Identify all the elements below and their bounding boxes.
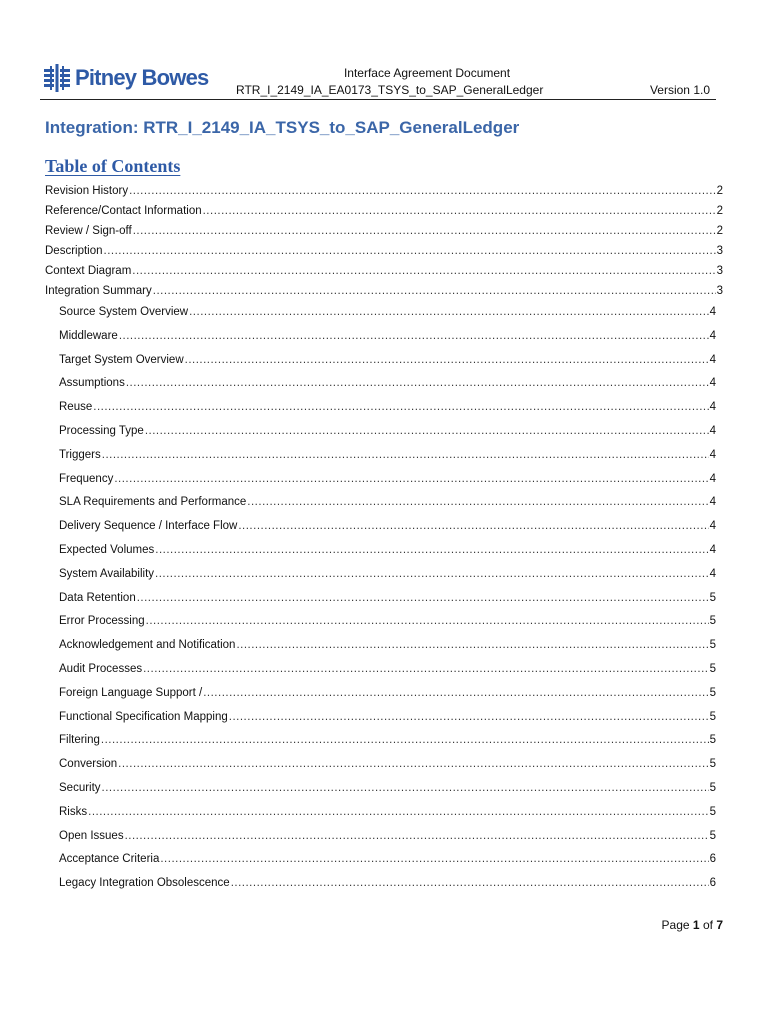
toc-entry[interactable] (45, 753, 723, 777)
toc-entry-label: Middleware (59, 329, 118, 342)
toc-entry-label: Filtering (59, 734, 100, 747)
toc-leader-dots (146, 610, 709, 634)
toc-entry-label: Open Issues (59, 829, 124, 842)
toc-entry-page: 6 (709, 853, 716, 866)
toc-entry-page: 4 (709, 401, 716, 414)
toc-entry[interactable] (45, 301, 723, 325)
toc-entry-label: Source System Overview (59, 306, 189, 318)
toc-entry-page: 4 (709, 377, 716, 390)
toc-entry[interactable] (45, 658, 723, 682)
toc-entry-label: Processing Type (59, 424, 144, 437)
toc-leader-dots (153, 281, 716, 301)
toc-leader-dots (247, 491, 708, 515)
toc-entry-label: Security (59, 781, 101, 794)
total-pages: 7 (716, 918, 723, 932)
toc-entry[interactable] (45, 468, 723, 492)
toc-entry-label: Foreign Language Support / (59, 686, 203, 699)
toc-entry[interactable] (45, 181, 723, 201)
toc-leader-dots (132, 261, 715, 281)
brand-name: Pitney Bowes (75, 65, 209, 90)
toc-leader-dots (102, 777, 709, 801)
page-of: of (702, 918, 713, 932)
toc-entry[interactable] (45, 325, 723, 349)
toc-entry-page: 5 (709, 615, 716, 628)
toc-leader-dots (118, 753, 708, 777)
toc-leader-dots (104, 241, 716, 261)
toc-leader-dots (93, 396, 708, 420)
current-page: 1 (692, 918, 700, 932)
toc-entry-page: 4 (709, 448, 716, 461)
toc-leader-dots (126, 372, 709, 396)
pitney-bowes-logo-icon (44, 64, 70, 92)
toc-entry-page: 4 (709, 329, 716, 342)
toc-entry-label: Legacy Integration Obsolescence (59, 877, 230, 890)
toc-entry[interactable] (45, 777, 723, 801)
toc-entry-page: 2 (716, 185, 723, 197)
toc-entry-page: 5 (709, 662, 716, 675)
toc-entry-label: Reference/Contact Information (45, 205, 202, 217)
toc-entry[interactable] (45, 201, 723, 221)
toc-entry-label: Frequency (59, 472, 114, 485)
toc-entry[interactable] (45, 221, 723, 241)
toc-entry-page: 5 (709, 710, 716, 723)
toc-leader-dots (231, 872, 709, 896)
toc-entry-label: Conversion (59, 758, 118, 771)
toc-entry-label: Error Processing (59, 615, 145, 628)
toc-leader-dots (238, 515, 708, 539)
toc-entry-page: 4 (709, 353, 716, 366)
toc-leader-dots (129, 181, 716, 201)
toc-entry-page: 3 (716, 265, 723, 277)
toc-entry[interactable] (45, 587, 723, 611)
toc-leader-dots (88, 801, 708, 825)
toc-leader-dots (125, 825, 709, 849)
header-divider (40, 99, 716, 100)
toc-entry[interactable] (45, 372, 723, 396)
toc-entry[interactable] (45, 515, 723, 539)
toc-entry[interactable] (45, 261, 723, 281)
toc-leader-dots (155, 539, 708, 563)
toc-leader-dots (137, 587, 709, 611)
toc-entry-label: Integration Summary (45, 285, 152, 297)
toc-entry-label: Risks (59, 805, 88, 818)
toc-leader-dots (236, 634, 708, 658)
toc-entry-page: 5 (709, 829, 716, 842)
toc-entry-label: Acknowledgement and Notification (59, 639, 236, 652)
toc-entry-page: 4 (709, 543, 716, 556)
toc-leader-dots (143, 658, 708, 682)
document-type: Interface Agreement Document (343, 66, 511, 80)
toc-entry[interactable] (45, 848, 723, 872)
toc-entry[interactable] (45, 396, 723, 420)
toc-entry-page: 4 (709, 520, 716, 533)
toc-entry-label: Functional Specification Mapping (59, 710, 228, 723)
toc-leader-dots (229, 706, 709, 730)
toc-entry-label: System Availability (59, 567, 155, 580)
page-number (662, 918, 723, 932)
toc-leader-dots (160, 848, 708, 872)
toc-entry-label: Assumptions (59, 377, 125, 390)
toc-entry-page: 2 (716, 205, 723, 217)
toc-entry-page: 6 (709, 877, 716, 890)
toc-entry-page: 4 (709, 424, 716, 437)
toc-leader-dots (133, 221, 716, 241)
toc-entry[interactable] (45, 349, 723, 373)
toc-entry[interactable] (45, 491, 723, 515)
toc-leader-dots (189, 301, 708, 325)
toc-entry-page: 3 (716, 285, 723, 297)
table-of-contents (45, 181, 723, 896)
toc-leader-dots (119, 325, 709, 349)
toc-entry-page: 4 (709, 306, 716, 318)
page-header (40, 58, 716, 98)
page-label: Page (661, 918, 690, 932)
toc-entry-page: 4 (709, 567, 716, 580)
toc-entry-page: 3 (716, 245, 723, 257)
document-version: Version 1.0 (649, 83, 710, 97)
toc-leader-dots (203, 201, 716, 221)
toc-leader-dots (145, 420, 709, 444)
document-title: Integration: RTR_I_2149_IA_TSYS_to_SAP_GeneralLedger (45, 118, 520, 137)
toc-entry-page: 4 (709, 496, 716, 509)
toc-entry-page: 5 (709, 639, 716, 652)
toc-entry-page: 5 (709, 781, 716, 794)
toc-entry-label: Audit Processes (59, 662, 143, 675)
toc-entry[interactable] (45, 563, 723, 587)
toc-leader-dots (102, 444, 709, 468)
toc-entry-label: Description (45, 245, 103, 257)
toc-entry-page: 5 (709, 805, 716, 818)
toc-entry-label: Delivery Sequence / Interface Flow (59, 520, 238, 533)
toc-entry-label: Triggers (59, 448, 101, 461)
toc-entry[interactable] (45, 420, 723, 444)
toc-leader-dots (203, 682, 708, 706)
toc-entry-label: Reuse (59, 401, 93, 414)
toc-leader-dots (185, 349, 709, 373)
toc-entry-label: Context Diagram (45, 265, 132, 277)
document-code: RTR_I_2149_IA_EA0173_TSYS_to_SAP_GeneralLedger (236, 83, 544, 97)
toc-entry-label: Acceptance Criteria (59, 853, 160, 866)
toc-entry[interactable] (45, 825, 723, 849)
toc-entry-label: Expected Volumes (59, 543, 155, 556)
toc-entry[interactable] (45, 706, 723, 730)
toc-entry[interactable] (45, 610, 723, 634)
toc-entry[interactable] (45, 281, 723, 301)
toc-entry-page: 5 (709, 591, 716, 604)
toc-entry[interactable] (45, 729, 723, 753)
toc-entry-page: 5 (709, 758, 716, 771)
toc-entry-page: 2 (716, 225, 723, 237)
toc-heading: Table of Contents (45, 156, 181, 176)
toc-entry-label: Revision History (45, 185, 129, 197)
pitney-bowes-logo (44, 64, 208, 92)
toc-entry-page: 4 (709, 472, 716, 485)
toc-entry[interactable] (45, 801, 723, 825)
toc-entry[interactable] (45, 872, 723, 896)
toc-entry[interactable] (45, 444, 723, 468)
toc-entry-label: Target System Overview (59, 353, 184, 366)
toc-entry[interactable] (45, 539, 723, 563)
toc-entry-label: SLA Requirements and Performance (59, 496, 247, 509)
toc-entry-page: 5 (709, 734, 716, 747)
toc-entry[interactable] (45, 241, 723, 261)
toc-entry[interactable] (45, 634, 723, 658)
toc-leader-dots (155, 563, 709, 587)
toc-entry-label: Review / Sign-off (45, 225, 132, 237)
toc-leader-dots (114, 468, 708, 492)
toc-entry[interactable] (45, 682, 723, 706)
toc-entry-page: 5 (709, 686, 716, 699)
toc-leader-dots (101, 729, 709, 753)
toc-entry-label: Data Retention (59, 591, 136, 604)
